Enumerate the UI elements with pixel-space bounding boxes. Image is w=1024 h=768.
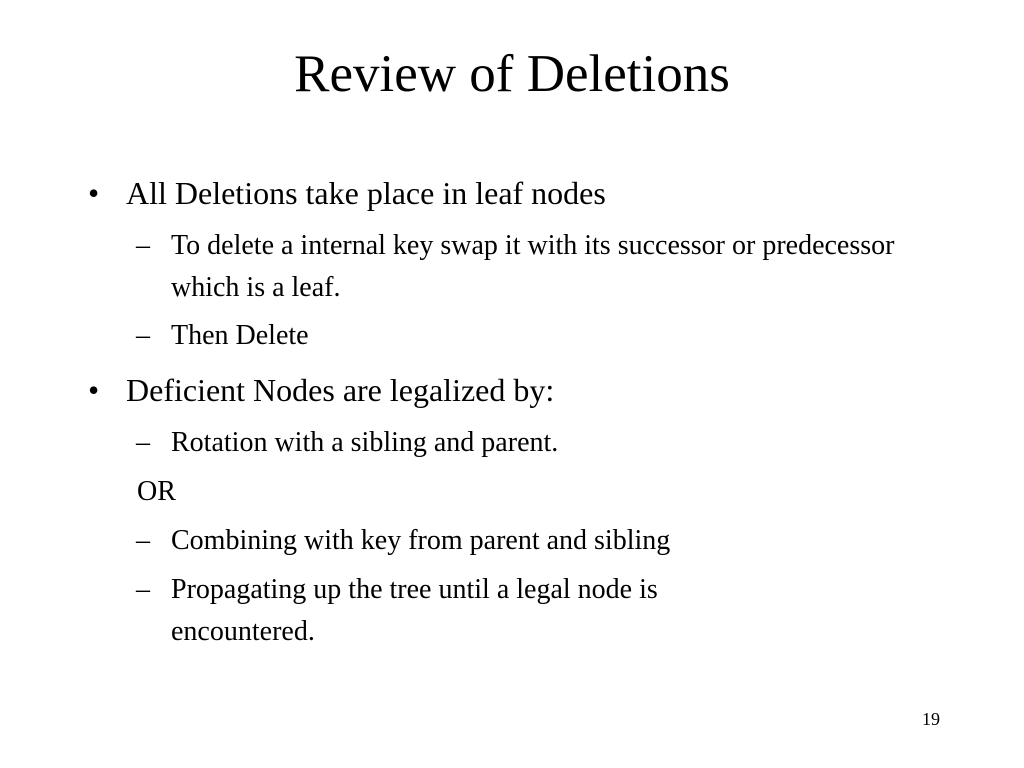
sub-bullet-text: Rotation with a sibling and parent. [171,427,559,458]
sub-bullet-marker: – [136,230,150,261]
sub-bullet-item [136,422,911,464]
or-separator [137,471,337,513]
sub-bullet-marker: – [136,525,150,556]
page-number: 19 [922,709,940,729]
bullet-text: Deficient Nodes are legalized by: [126,372,555,408]
slide-title: Review of Deletions [294,45,730,103]
bullet-text: All Deletions take place in leaf nodes [126,175,606,211]
sub-bullet-item [136,315,911,357]
sub-bullet-marker: – [136,574,150,605]
sub-bullet-marker: – [136,320,150,351]
bullet-marker: • [88,372,100,408]
sub-bullet-marker: – [136,427,150,458]
sub-bullet-text: Propagating up the tree until a legal node is encountered. [171,574,658,647]
or-text: OR [137,476,176,507]
sub-bullet-text: Combining with key from parent and sibling [171,525,671,556]
sub-bullet-text: Then Delete [171,320,309,351]
bullet-item [88,371,966,409]
sub-bullet-text: To delete a internal key swap it with its successor or predecessor which is a leaf. [171,230,895,303]
bullet-marker: • [88,175,100,211]
sub-bullet-item [136,569,791,653]
sub-bullet-item [136,520,911,562]
sub-bullet-item [136,225,911,309]
bullet-item [88,174,966,212]
